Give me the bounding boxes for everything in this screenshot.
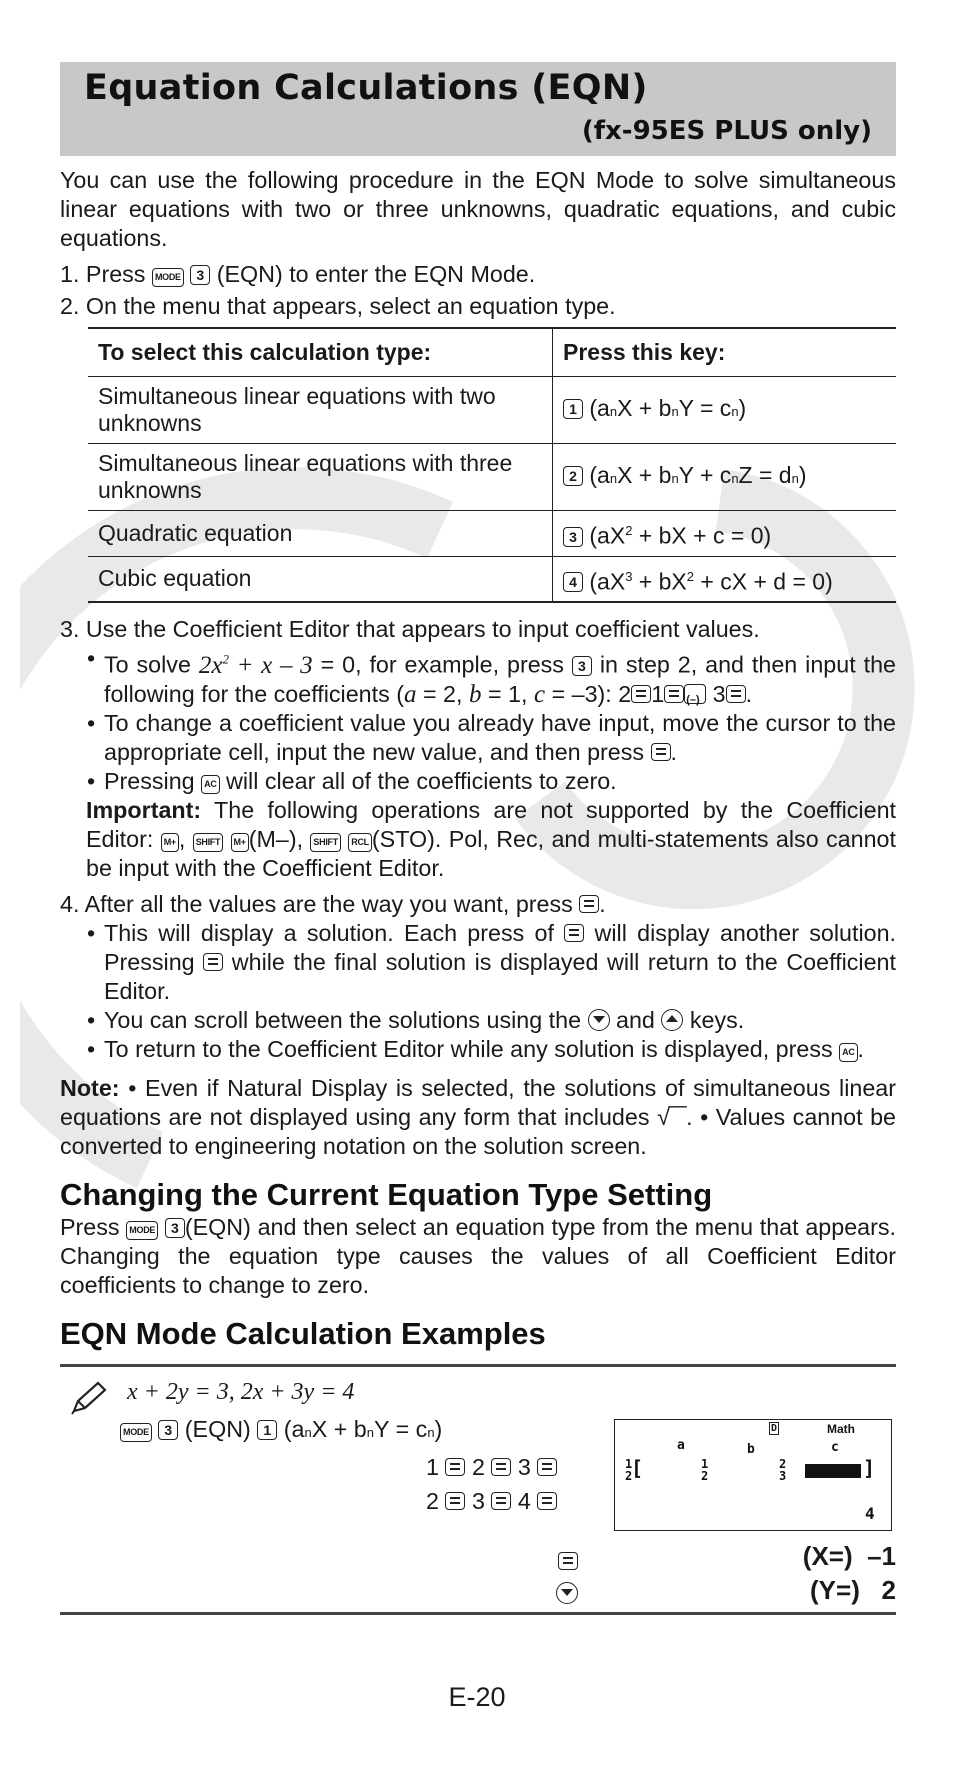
text: in step 2, and then input the following for the coefficients ( [104,651,896,707]
equals-key-icon [726,685,746,703]
step-2: 2. On the menu that appears, select an equation type. [60,293,616,319]
up-arrow-key-icon [661,1009,683,1031]
equation-type-table [88,327,896,603]
page-title: Equation Calculations (EQN) [84,68,648,108]
key-3-icon: 3 [190,265,210,285]
important-label: Important: [86,796,202,823]
display-cell: 1 2 [701,1456,709,1483]
equals-key-icon [651,743,671,761]
divider [60,1612,896,1615]
equals-key-icon [445,1458,465,1476]
ac-key-icon: AC [201,775,219,794]
text: The following operations are not supported by the Coefficient Editor: [86,796,896,852]
down-arrow-key-icon [588,1009,610,1031]
mplus-key-icon: M+ [161,833,179,852]
digit: 1 [426,1453,439,1480]
table-cell-type: Cubic equation [88,556,553,602]
table-row [88,444,896,511]
table-header-key: Press this key: [553,328,897,377]
display-math-indicator: Math [827,1421,855,1436]
text: will display another solution. Pressing [104,919,897,975]
text: You can scroll between the solutions using the [104,1006,582,1033]
example-equation: x + 2y = 3, 2x + 3y = 4 [127,1378,355,1405]
equals-key-icon [491,1492,511,1510]
text: • Even if Natural Display is selected, the solutions of simultaneous linear equations are not displayed using any form that includes [60,1074,896,1130]
step-3: 3. Use the Coefficient Editor that appears to input coefficient values. [60,616,760,643]
text: and [616,1006,655,1033]
page-number: E-20 [448,1682,506,1712]
text: (EQN) [184,1415,251,1442]
display-input-value: 4 [865,1503,875,1523]
rcl-key-icon: RCL [348,833,372,852]
negative-key-icon [684,684,706,704]
key-3-icon: 3 [165,1218,185,1238]
table-cell-key: 4 ($aX^3 + bX^2$ + cX + d = 0) [553,556,897,602]
example-line-2 [426,1453,557,1482]
table-cell-type: Quadratic equation [88,511,553,557]
digit: 4 [517,1487,531,1514]
text: (EQN) and then select an equation type from the menu that appears. Changing the equation type causes the values of all Coefficient Editor coefficients to change to zero. [60,1213,896,1298]
display-matrix-bracket: [ [631,1455,644,1480]
table-row [88,556,896,602]
key-3-icon: 3 [158,1420,178,1440]
digit: 3 [517,1453,531,1480]
key-1-icon: 1 [257,1420,277,1440]
step-4-bullet-1 [60,919,896,1006]
equals-key-icon [564,924,584,942]
digit: 2 [426,1487,439,1514]
equals-key-icon [579,895,599,913]
step-4-bullet-2 [60,1006,896,1035]
text: (M–), [248,825,304,852]
display-indicator: D [771,1422,778,1434]
display-row-marks: 1 2 [625,1456,633,1483]
text: = 0, for example, press [320,651,564,678]
manual-page [60,62,896,1615]
text: Pressing [104,767,195,794]
note-label: Note: [60,1074,120,1101]
text: while the final solution is displayed will return to the Coefficient Editor. [104,948,896,1004]
display-col-c: c [831,1439,839,1455]
display-matrix-bracket: ] [863,1455,876,1480]
table-row [88,511,896,557]
display-col-a: a [677,1437,685,1453]
key-3-icon: 3 [572,656,592,676]
table-cell-key: 3 ($aX^2$ + bX + c = 0) [553,511,897,557]
intro-paragraph: You can use the following procedure in the EQN Mode to solve simultaneous linear equations with two or three unknowns, quadratic equations, and cubic equations. [60,167,896,251]
step-4: 4. After all the values are the way you want, press . [60,890,606,917]
table-cell-key: 1 (anX + bnY = cn) [553,377,897,444]
text: To change a coefficient value you already have input, move the cursor to the appropriate cell, input the new value, and then press [104,709,896,765]
text: = –3): [551,680,612,707]
key-4-icon: 4 [563,572,583,592]
equals-key-icon [664,685,684,703]
note-paragraph [60,1074,896,1161]
text: will clear all of the coefficients to zero. [226,767,617,794]
shift-key-icon: SHIFT [193,833,224,852]
table-header [88,328,896,377]
ac-key-icon: AC [839,1043,857,1062]
table-row [88,377,896,444]
result-y: (Y=) 2 [810,1574,896,1605]
section-heading-examples: EQN Mode Calculation Examples [60,1315,546,1351]
shift-key-icon: SHIFT [310,833,341,852]
section-heading-change-type: Changing the Current Equation Type Setting [60,1176,713,1212]
text: keys. [689,1006,745,1033]
step-1-rest: (EQN) to enter the EQN Mode. [216,261,536,287]
mode-key-icon: MODE [120,1423,152,1442]
text: This will display a solution. Each press of [104,919,554,946]
section-change-type-text [60,1213,896,1300]
text: To solve [104,651,191,678]
text: . • Values cannot be converted to engineering notation on the solution screen. [60,1103,896,1159]
equals-key-icon [558,1552,578,1570]
text: = 2, [422,680,463,707]
display-col-b: b [747,1441,755,1457]
equals-key-icon [491,1458,511,1476]
equals-key-icon [203,953,223,971]
equals-key-icon [445,1492,465,1510]
title-banner [60,62,896,156]
key-2-icon: 2 [563,466,583,486]
text: (STO). Pol, Rec, and multi-statements also cannot be input with the Coefficient Editor. [86,825,896,881]
step-3-bullet-2: • To change a coefficient value you already have input, move the cursor to the appropriate cell, input the new value, and then press . [60,709,896,767]
key-3-icon: 3 [563,527,583,547]
pencil-icon [68,1381,108,1415]
result-x: (X=) –1 [802,1540,896,1571]
digit: 2 [471,1453,485,1480]
table-header-type: To select this calculation type: [88,328,553,377]
step-3-bullet-3 [60,767,896,796]
key-1-icon: 1 [563,399,583,419]
text: Press [60,1213,120,1240]
step-3-bullet-1: • To solve $2x^2 + x - 3 = 0$, for example, press 3 in step 2, and then input the following for the coefficients (a = 2, b = 1, c = –3): 2 1(–) 3 . [60,644,896,708]
digit: 3 [471,1487,485,1514]
table-cell-type: Simultaneous linear equations with two unknowns [88,377,553,444]
table-cell-key: 2 (anX + bnY + cnZ = dn) [553,444,897,511]
example-line-1: MODE 3 (EQN) 1 (anX + bnY = cn) [120,1415,442,1447]
text: To return to the Coefficient Editor while any solution is displayed, press [104,1035,833,1062]
step-1 [60,260,896,289]
sqrt-symbol-icon: √‾‾ [656,1103,687,1131]
page-subtitle: (fx-95ES PLUS only) [581,116,872,146]
mplus-key-icon: M+ [231,833,249,852]
display-cell: 2 3 [779,1456,787,1483]
text: = 1, [487,680,528,707]
display-cursor [805,1464,861,1478]
example-line-3 [426,1487,557,1516]
equals-key-icon [537,1458,557,1476]
calculator-display [614,1419,892,1531]
step-4-bullet-3: • To return to the Coefficient Editor while any solution is displayed, press AC . [60,1035,896,1064]
important-note: Important: The following operations are not supported by the Coefficient Editor: M+ , SHIFT M+ (M–), SHIFT RCL (STO). Pol, Rec, and multi-statements also cannot be input with the Coefficient Editor. [86,796,896,881]
equals-key-icon [631,685,651,703]
mode-key-icon: MODE [126,1221,158,1240]
result-x-key [558,1547,578,1576]
text: 4. After all the values are the way you want, press [60,890,573,917]
mode-key-icon: MODE [152,268,184,287]
table-cell-type: Simultaneous linear equations with three unknowns [88,444,553,511]
example-block [60,1367,896,1599]
step-1-text: 1. Press [60,261,146,287]
equals-key-icon [537,1492,557,1510]
